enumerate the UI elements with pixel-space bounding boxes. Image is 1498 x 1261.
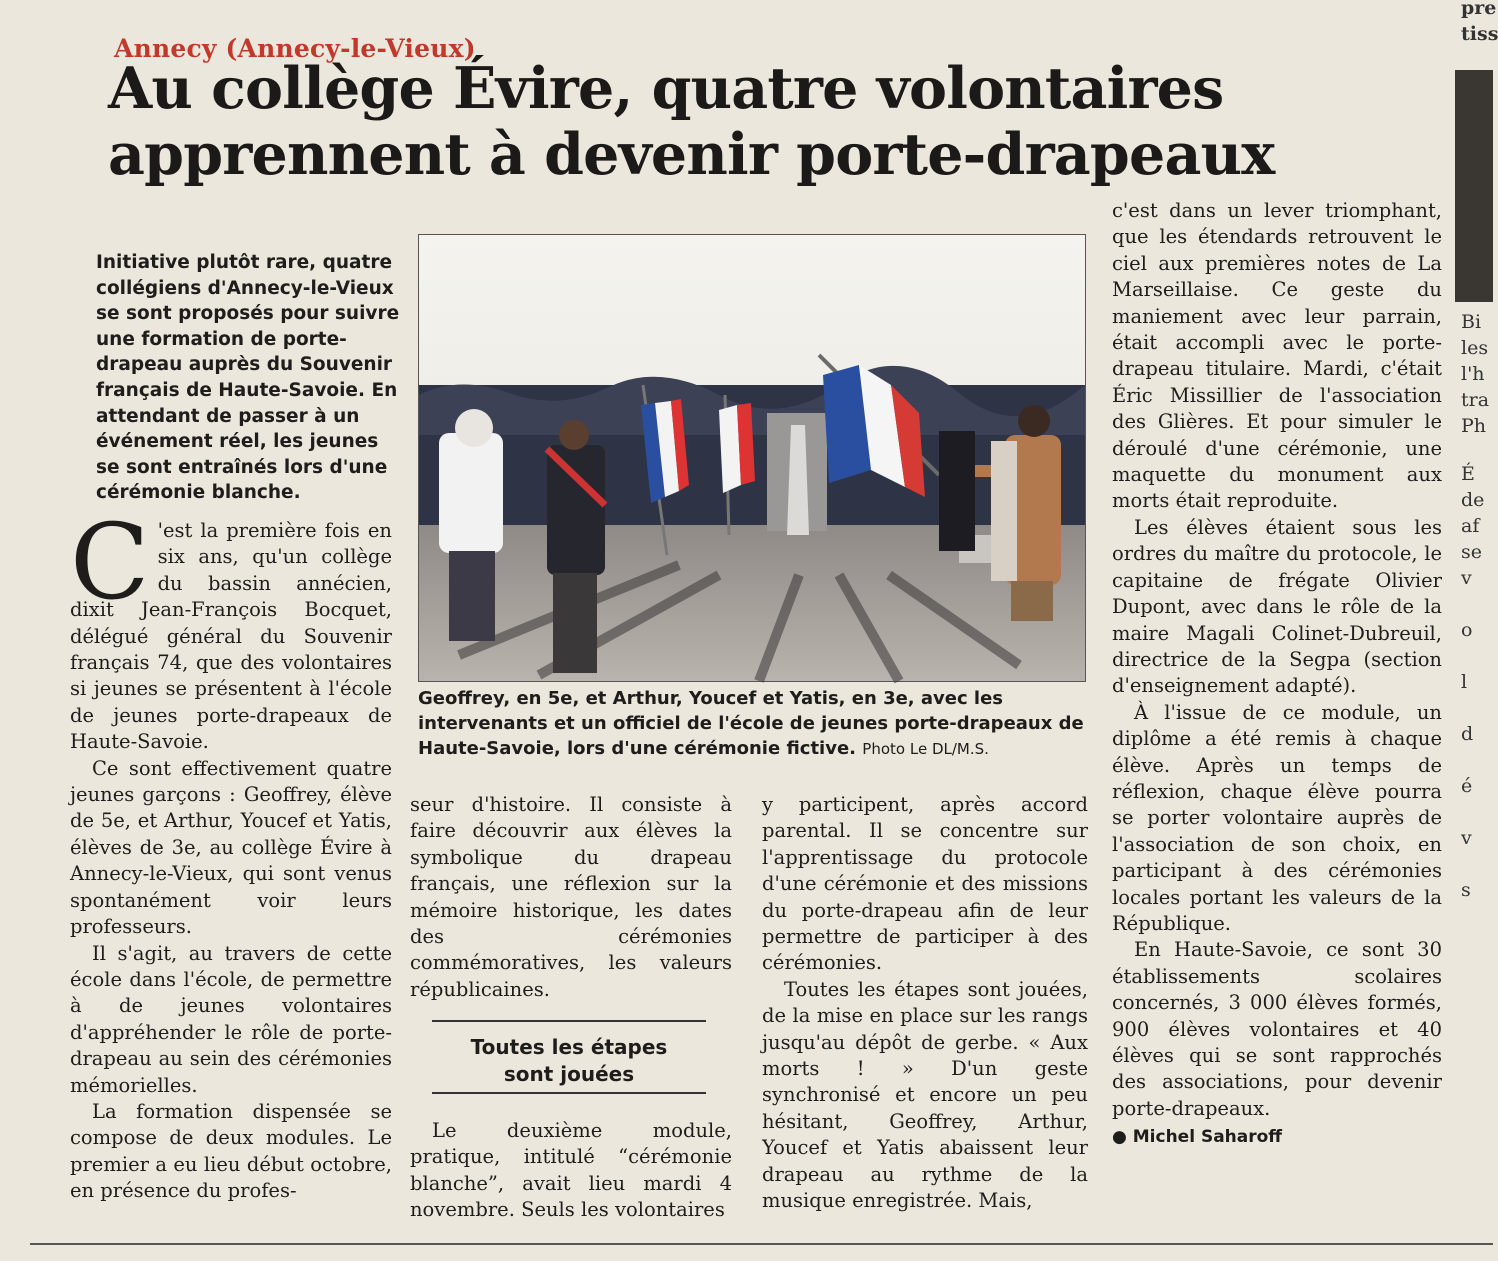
column-4-paragraph-2: Les élèves étaient sous les ordres du maître du protocole, le capitaine de frégate Olivier Dupont, avec dans le rôle de la maire Magali Colinet-Dubreuil, directrice de la Segpa (section d'enseignement adapté). [1112,515,1442,698]
adjacent-low-3: af [1461,515,1480,537]
column-1-paragraph-4: La formation dispensée se compose de deux modules. Le premier a eu lieu début octobre, en présence du profes- [70,1099,392,1203]
column-2 [410,792,732,1003]
column-3 [762,792,1088,1215]
column-2-paragraph-1: seur d'histoire. Il consiste à faire découvrir aux élèves la symbolique du drapeau français, une réflexion sur la mémoire historique, les dates des cérémonies commémoratives, les valeurs républicaines. [410,793,732,1001]
photo-caption-text: Geoffrey, en 5e, et Arthur, Youcef et Yatis, en 3e, avec les intervenants et un officiel de l'école de jeunes porte-drapeaux de Haute-Savoie, lors d'une cérémonie fictive. [418,688,1084,759]
lead-paragraph: Initiative plutôt rare, quatre collégiens d'Annecy-le-Vieux se sont proposés pour suivre une formation de porte-drapeau auprès du Souvenir français de Haute-Savoie. En attendant de passer à un événement réel, les jeunes se sont entraînés lors d'une cérémonie blanche. [96,252,400,504]
subhead [432,1034,706,1088]
adjacent-mid-2: les [1461,337,1489,359]
column-3-paragraph-1: y participent, après accord parental. Il se concentre sur l'apprentissage du protocole d'une cérémonie et des missions du porte-drapeau afin de leur permettre de participer à des cérémonies. [762,793,1088,975]
adjacent-mid-4: tra [1461,389,1490,411]
column-1-paragraph-3: Il s'agit, au travers de cette école dans l'école, de permettre à de jeunes volontaires d'appréhender le rôle de porte-drapeau au sein des cérémonies mémorielles. [70,941,392,1097]
subhead-line-1: Toutes les étapes [470,1035,668,1059]
adjacent-mid-3: l'h [1461,363,1485,385]
adjacent-low-8: d [1461,723,1474,745]
adjacent-low-9: é [1461,775,1473,797]
photo-credit: Photo Le DL/M.S. [862,740,989,758]
adjacent-top-2: tiss [1461,23,1498,45]
subhead-rule-top [432,1020,706,1022]
adjacent-low-2: de [1461,489,1485,511]
location-kicker: Annecy (Annecy-le-Vieux) [114,34,476,63]
adjacent-low-5: v [1461,567,1472,589]
column-1-paragraph-1-text: 'est la première fois en six ans, qu'un collège du bassin annécien, dixit Jean-François Bocquet, délégué général du Souvenir français 74, que des volontaires si jeunes se présentent à l'école de jeunes porte-drapeaux de Haute-Savoie. [70,519,392,754]
adjacent-mid-1: Bi [1461,311,1482,333]
column-4-paragraph-3: À l'issue de ce module, un diplôme a été remis à chaque élève. Après un temps de réflexion, chaque élève pourra se porter volontaire auprès de l'association de son choix, en participant à des cérémonies locales portant les valeurs de la République. [1112,700,1442,935]
adjacent-low-7: l [1461,671,1468,693]
page-rule [30,1243,1493,1245]
drop-cap: C [70,501,150,623]
ceremony-photo [418,234,1086,682]
column-2-continued [410,1118,732,1224]
column-1-paragraph-2: Ce sont effectivement quatre jeunes garçons : Geoffrey, élève de 5e, et Arthur, Youcef et Yatis, élèves de 3e, au collège Évire à Annecy-le-Vieux, qui sont venus spontanément voir leurs professeurs. [70,756,392,939]
adjacent-photo-edge [1455,70,1493,302]
column-4-paragraph-4: En Haute-Savoie, ce sont 30 établissements scolaires concernés, 3 000 élèves formés, 900 élèves volontaires et 40 élèves qui se sont rapprochés des associations, pour devenir porte-drapeaux. [1112,938,1442,1120]
adjacent-top-1: pre [1461,0,1497,19]
adjacent-low-11: s [1461,879,1471,901]
headline: Au collège Évire, quatre volontaires apprennent à devenir porte-drapeaux [108,55,1275,188]
column-1 [70,501,392,1205]
column-1-paragraph-1 [70,501,392,756]
column-4 [1112,198,1442,1151]
adjacent-mid-5: Ph [1461,415,1487,437]
adjacent-low-10: v [1461,827,1472,849]
column-2-paragraph-2: Le deuxième module, pratique, intitulé “cérémonie blanche”, avait lieu mardi 4 novembre. Seuls les volontaires [410,1119,732,1222]
byline: ● Michel Saharoff [1112,1127,1283,1148]
subhead-line-2: sont jouées [503,1062,635,1086]
adjacent-low-4: se [1461,541,1482,563]
photo-caption [418,686,1084,762]
ceremony-photo-illustration [419,235,1085,681]
adjacent-article-fragment [1455,0,1498,1261]
adjacent-low-6: o [1461,619,1473,641]
subhead-rule-bottom [432,1092,706,1094]
column-4-paragraph-1: c'est dans un lever triomphant, que les étendards retrouvent le ciel aux premières notes de La Marseillaise. Ce geste du maniement avec leur parrain, était accompli avec le porte-drapeau titulaire. Mardi, c'était Éric Missillier de l'association des Glières. Et pour simuler le déroulé d'une cérémonie, une maquette du monument aux morts était reproduite. [1112,199,1442,513]
adjacent-low-1: É [1461,463,1475,485]
column-3-paragraph-2: Toutes les étapes sont jouées, de la mise en place sur les rangs jusqu'au dépôt de gerbe. « Aux morts ! » D'un geste synchronisé et encore un peu hésitant, Geoffrey, Arthur, Youcef et Yatis abaissent leur drapeau au rythme de la musique enregistrée. Mais, [762,977,1088,1213]
